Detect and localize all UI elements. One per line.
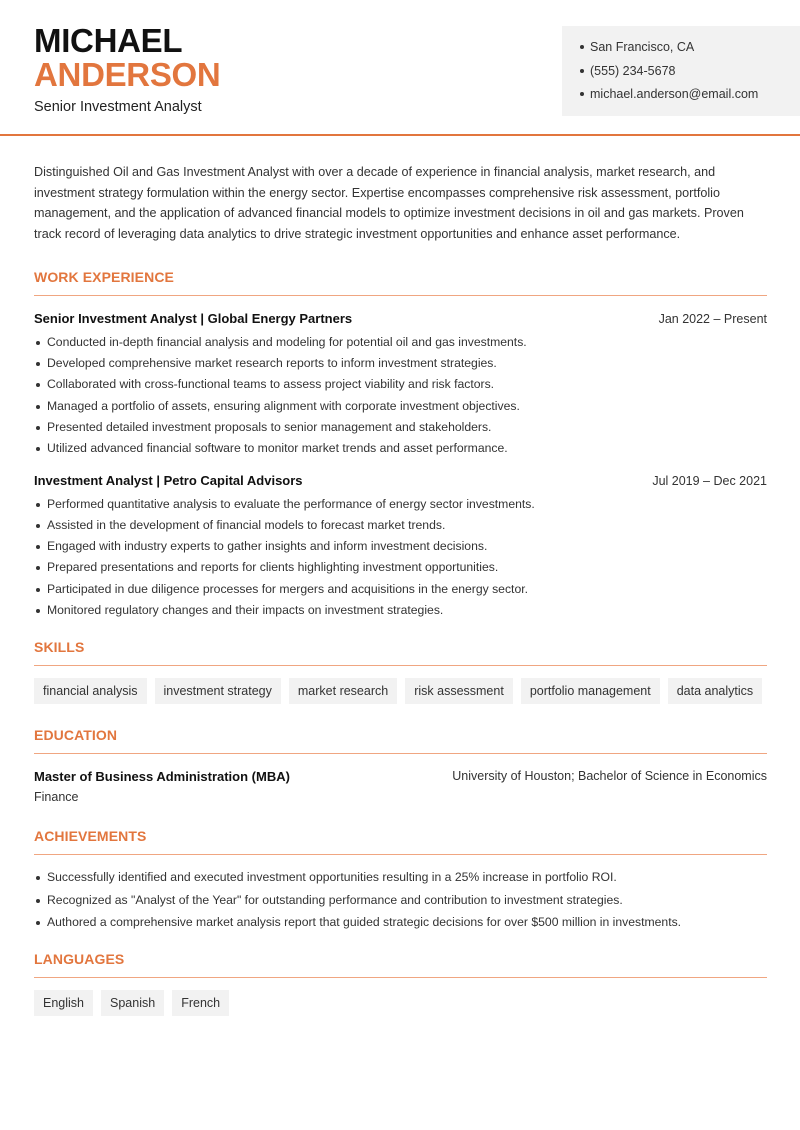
education-heading: EDUCATION: [34, 727, 767, 754]
skill-tag: market research: [289, 678, 397, 704]
last-name: ANDERSON: [34, 56, 221, 93]
job-entry: [34, 473, 767, 625]
languages-tags: [34, 990, 767, 1016]
list-item: Presented detailed investment proposals to senior management and stakeholders.: [34, 420, 767, 441]
achievements-section: [34, 828, 767, 938]
job-entry: [34, 311, 767, 463]
skill-tag: data analytics: [668, 678, 762, 704]
education-row: [34, 769, 767, 784]
achievements-list: [34, 870, 767, 938]
language-tag: Spanish: [101, 990, 164, 1016]
job-title: Investment Analyst | Petro Capital Advisors: [34, 472, 303, 488]
language-tag: French: [172, 990, 229, 1016]
first-name: MICHAEL: [34, 22, 183, 59]
list-item: Assisted in the development of financial models to forecast market trends.: [34, 518, 767, 539]
education-section: [34, 727, 767, 804]
language-tag: English: [34, 990, 93, 1016]
skill-tag: financial analysis: [34, 678, 147, 704]
job-bullets: [34, 497, 767, 625]
list-item: Participated in due diligence processes for mergers and acquisitions in the energy sector.: [34, 582, 767, 603]
languages-section: [34, 951, 767, 1016]
job-bullets: [34, 335, 767, 463]
job-header: [34, 473, 767, 488]
work-section: [34, 269, 767, 625]
contact-box: [562, 26, 800, 116]
education-field: Finance: [34, 790, 79, 805]
list-item: Prepared presentations and reports for clients highlighting investment opportunities.: [34, 560, 767, 581]
job-dates: Jul 2019 – Dec 2021: [652, 473, 767, 488]
candidate-name: [34, 24, 220, 91]
list-item: Developed comprehensive market research reports to inform investment strategies.: [34, 356, 767, 377]
job-header: [34, 311, 767, 326]
job-title: Senior Investment Analyst | Global Energy Partners: [34, 310, 353, 326]
list-item: Authored a comprehensive market analysis report that guided strategic decisions for over $500 million in investments.: [34, 915, 767, 938]
skill-tag: risk assessment: [405, 678, 513, 704]
contact-phone: (555) 234-5678: [580, 64, 800, 88]
contact-email[interactable]: michael.anderson@email.com: [580, 87, 800, 111]
summary-paragraph: Distinguished Oil and Gas Investment Analyst with over a decade of experience in financial analysis, market research, and investment strategy formulation within the energy sector. Expertise encompasses comprehensive risk assessment, portfolio management, and the application of advanced financial models to optimize investment decisions in oil and gas markets. Proven track record of leveraging data analytics to drive strategic investment opportunities and enhance asset performance.: [34, 165, 744, 242]
list-item: Utilized advanced financial software to monitor market trends and asset performance.: [34, 441, 767, 462]
list-item: Recognized as "Analyst of the Year" for outstanding performance and contribution to investment strategies.: [34, 893, 767, 916]
contact-list: [580, 40, 800, 111]
skills-tags: [34, 678, 767, 704]
skill-tag: investment strategy: [155, 678, 281, 704]
education-school: University of Houston; Bachelor of Science in Economics: [452, 769, 767, 784]
job-title-subtitle: Senior Investment Analyst: [34, 99, 202, 115]
list-item: Managed a portfolio of assets, ensuring alignment with corporate investment objectives.: [34, 399, 767, 420]
job-dates: Jan 2022 – Present: [658, 311, 767, 326]
work-heading: WORK EXPERIENCE: [34, 269, 767, 296]
list-item: Monitored regulatory changes and their impacts on investment strategies.: [34, 603, 767, 624]
list-item: Successfully identified and executed investment opportunities resulting in a 25% increase in portfolio ROI.: [34, 870, 767, 893]
resume-body: [34, 162, 767, 1016]
skill-tag: portfolio management: [521, 678, 660, 704]
achievements-heading: ACHIEVEMENTS: [34, 828, 767, 855]
list-item: Performed quantitative analysis to evaluate the performance of energy sector investments.: [34, 497, 767, 518]
list-item: Engaged with industry experts to gather insights and inform investment decisions.: [34, 539, 767, 560]
skills-section: [34, 639, 767, 704]
contact-location: San Francisco, CA: [580, 40, 800, 64]
list-item: Conducted in-depth financial analysis and modeling for potential oil and gas investments.: [34, 335, 767, 356]
skills-heading: SKILLS: [34, 639, 767, 666]
resume-header: [0, 0, 800, 136]
list-item: Collaborated with cross-functional teams to assess project viability and risk factors.: [34, 377, 767, 398]
education-degree: Master of Business Administration (MBA): [34, 769, 290, 785]
languages-heading: LANGUAGES: [34, 951, 767, 978]
